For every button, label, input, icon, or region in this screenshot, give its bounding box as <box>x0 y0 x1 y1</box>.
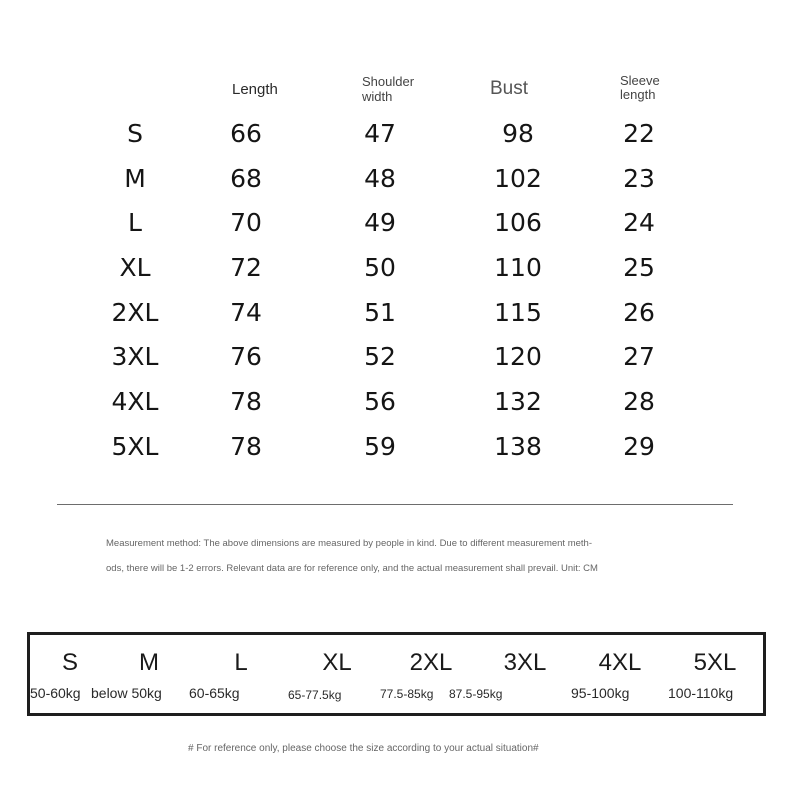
length-header: Length <box>232 81 278 98</box>
weight-range: 50-60kg <box>30 685 81 701</box>
bust-cell: 115 <box>494 297 542 327</box>
length-cell: 72 <box>230 253 262 283</box>
table-row <box>0 425 800 470</box>
weight-size-label: XL <box>322 649 352 676</box>
table-row <box>0 380 800 425</box>
table-row <box>0 335 800 380</box>
length-cell: 68 <box>230 163 262 193</box>
sleeve-cell: 26 <box>623 297 655 327</box>
measurement-note-line1: Measurement method: The above dimensions are measured by people in kind. Due to different measurement meth- <box>106 538 592 549</box>
bust-cell: 132 <box>494 387 542 417</box>
shoulder-header-line1: Shoulder <box>362 74 415 89</box>
sleeve-cell: 29 <box>623 431 655 461</box>
shoulder-cell: 52 <box>364 342 396 372</box>
weight-size-label: S <box>61 649 78 676</box>
bust-cell: 106 <box>494 208 542 238</box>
bust-cell: 98 <box>502 119 534 148</box>
bust-cell: 138 <box>494 431 542 461</box>
shoulder-cell: 50 <box>364 253 396 283</box>
sleeve-header-line2: length <box>620 87 656 102</box>
sleeve-cell: 23 <box>623 163 655 193</box>
shoulder-width-header <box>362 74 432 104</box>
weight-guide-box <box>27 632 766 716</box>
length-cell: 70 <box>230 208 262 238</box>
sleeve-cell: 25 <box>623 253 655 283</box>
section-divider <box>57 504 733 505</box>
shoulder-cell: 49 <box>364 208 396 238</box>
weight-size-label: L <box>234 649 248 676</box>
sleeve-cell: 24 <box>623 208 655 238</box>
sleeve-header-line1: Sleeve <box>620 73 660 88</box>
sleeve-cell: 28 <box>623 387 655 417</box>
weight-size-label: M <box>139 649 159 676</box>
size-cell: 5XL <box>111 431 159 461</box>
size-cell: XL <box>119 253 151 283</box>
sleeve-length-header <box>620 74 680 102</box>
shoulder-cell: 51 <box>364 297 396 327</box>
measurement-note-line2: ods, there will be 1-2 errors. Relevant data are for reference only, and the actual measurement shall prevail. Unit: CM <box>106 563 598 574</box>
shoulder-cell: 48 <box>364 163 396 193</box>
weight-range: 87.5-95kg <box>449 687 503 701</box>
weight-range: 65-77.5kg <box>288 688 342 702</box>
size-chart-table <box>0 112 800 470</box>
length-cell: 78 <box>230 431 262 461</box>
weight-range: 60-65kg <box>189 685 240 701</box>
shoulder-cell: 59 <box>364 431 396 461</box>
size-cell: 2XL <box>111 297 159 327</box>
reference-footnote: # For reference only, please choose the size according to your actual situation# <box>188 743 539 754</box>
sleeve-cell: 22 <box>623 119 655 148</box>
size-cell: M <box>124 163 146 193</box>
table-row <box>0 157 800 202</box>
bust-header: Bust <box>490 78 529 99</box>
bust-cell: 102 <box>494 163 542 193</box>
shoulder-cell: 47 <box>364 119 396 148</box>
shoulder-cell: 56 <box>364 387 396 417</box>
size-cell: 3XL <box>111 342 159 372</box>
weight-size-label: 5XL <box>693 649 737 676</box>
table-row <box>0 112 800 157</box>
length-cell: 74 <box>230 297 262 327</box>
table-row <box>0 246 800 291</box>
size-cell: S <box>127 119 143 148</box>
weight-range: 100-110kg <box>668 685 734 701</box>
bust-cell: 120 <box>494 342 542 372</box>
weight-size-label: 3XL <box>503 649 547 676</box>
weight-size-label: 2XL <box>409 649 453 676</box>
table-row <box>0 291 800 336</box>
length-cell: 66 <box>230 119 262 148</box>
weight-size-label: 4XL <box>598 649 642 676</box>
length-cell: 76 <box>230 342 262 372</box>
weight-range: below 50kg <box>91 685 162 701</box>
weight-range: 95-100kg <box>571 685 630 701</box>
size-cell: L <box>128 208 142 238</box>
bust-cell: 110 <box>494 253 542 283</box>
shoulder-header-line2: width <box>362 89 393 104</box>
size-cell: 4XL <box>111 387 159 417</box>
length-cell: 78 <box>230 387 262 417</box>
sleeve-cell: 27 <box>623 342 655 372</box>
weight-range: 77.5-85kg <box>380 687 434 701</box>
table-row <box>0 201 800 246</box>
